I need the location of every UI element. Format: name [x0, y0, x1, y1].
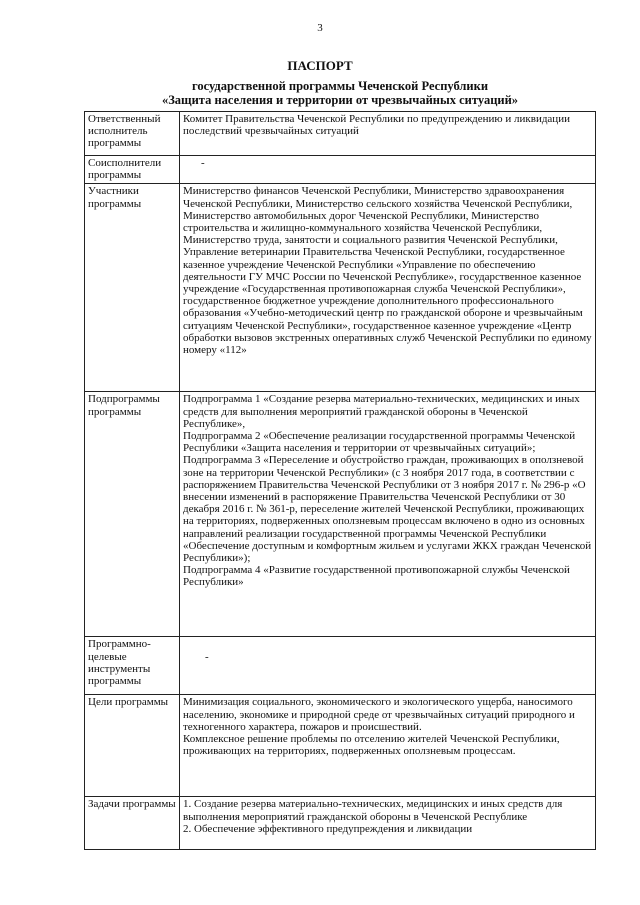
row-label: Ответственный исполнитель программы [85, 112, 180, 156]
page-number: 3 [317, 22, 323, 34]
content-paragraph: 1. Создание резерва материально-технических, медицинских и иных средств для выполнения мероприятий гражданской обороны в Чеченской Республике [183, 798, 563, 823]
row-label: Участники программы [85, 184, 180, 392]
table-row-subprograms [85, 392, 596, 637]
subtitle-line: «Защита населения и территории от чрезвычайных ситуаций» [161, 93, 519, 107]
content-paragraph: 2. Обеспечение эффективного предупреждения и ликвидации [183, 822, 473, 835]
content-paragraph: Подпрограмма 2 «Обеспечение реализации государственной программы Чеченской Республики «Защита населения и территории от чрезвычайных ситуаций»; [183, 430, 576, 455]
table-row-responsible [85, 112, 596, 156]
subtitle-line: государственной программы Чеченской Республики [191, 79, 489, 93]
row-content [180, 184, 596, 392]
row-label: Подпрограммы программы [85, 392, 180, 637]
content-paragraph: - [205, 651, 209, 664]
content-paragraph: - [201, 157, 205, 169]
content-paragraph: Подпрограмма 3 «Переселение и обустройство граждан, проживающих в оползневой зоне на территории Чеченской Республики» (с 3 ноября 2017 года, в соответствии с распоряжением Правительства Чеченской Республики от 3 ноября 2017 г. № 296-р «О внесении изменений в распоряжение Правительства Чеченской Республики от 30 декабря 2016 г. № 361-р, переселение жителей Чеченской Республики, проживающих на территориях, подверженных оползневым процессам включено в одно из основных направлений реализации государственной программы Чеченской Республики «Обеспечение доступным и комфортным жильем и услугами ЖКХ граждан Чеченской Республики»); [183, 454, 592, 565]
row-label: Программно-целевые инструменты программы [85, 637, 180, 695]
content-paragraph: Министерство финансов Чеченской Республики, Министерство здравоохранения Чеченской Республики, Министерство сельского хозяйства Чеченской Республики, Министерство автомобильных дорог Чеченской Республики, Министерство строительства и жилищно-коммунального хозяйства Чеченской Республики, Министерство труда, занятости и социального развития Чеченской Республики, Управление ветеринарии Правительства Чеченской Республики, государственное казенное учреждение Чеченской Республики «Управление по обеспечению деятельности ГУ МЧС России по Чеченской Республике», государственное казенное учреждение «Государственная противопожарная служба Чеченской Республики», государственное бюджетное учреждение дополнительного профессионального образования «Учебно-методический центр по гражданской обороне и чрезвычайным ситуациям Чеченской Республики», государственное казенное учреждение «Центр обработки вызовов экстренных оперативных служб Чеченской Республики по единому номеру «112» [183, 185, 592, 357]
row-label: Соисполнители программы [85, 156, 180, 184]
row-content [180, 695, 596, 797]
table-row-instruments [85, 637, 596, 695]
table-row-goals [85, 695, 596, 797]
row-content [180, 637, 596, 695]
passport-table [84, 111, 596, 850]
document-title: ПАСПОРТ [287, 58, 353, 73]
content-paragraph: Минимизация социального, экономического и экологического ущерба, наносимого населению, экономике и природной среде от чрезвычайных ситуаций природного и техногенного характера, пожаров и происшествий. [183, 696, 575, 733]
row-content [180, 112, 596, 156]
row-content [180, 392, 596, 637]
content-paragraph: Подпрограмма 4 «Развитие государственной противопожарной службы Чеченской Республики» [183, 564, 570, 589]
row-label: Задачи программы [85, 797, 180, 850]
row-content [180, 797, 596, 850]
content-paragraph: Комитет Правительства Чеченской Республики по предупреждению и ликвидации последствий чрезвычайных ситуаций [183, 113, 570, 138]
row-content [180, 156, 596, 184]
content-paragraph: Комплексное решение проблемы по отселению жителей Чеченской Республики, проживающих на территориях, подверженных оползневым процессам. [183, 733, 560, 758]
table-row-co-executors [85, 156, 596, 184]
content-paragraph: Подпрограмма 1 «Создание резерва материально-технических, медицинских и иных средств для выполнения мероприятий гражданской обороны в Чеченской Республике», [183, 393, 580, 430]
row-label: Цели программы [85, 695, 180, 797]
table-row-tasks [85, 797, 596, 850]
document-subtitle [80, 79, 600, 107]
table-row-participants [85, 184, 596, 392]
